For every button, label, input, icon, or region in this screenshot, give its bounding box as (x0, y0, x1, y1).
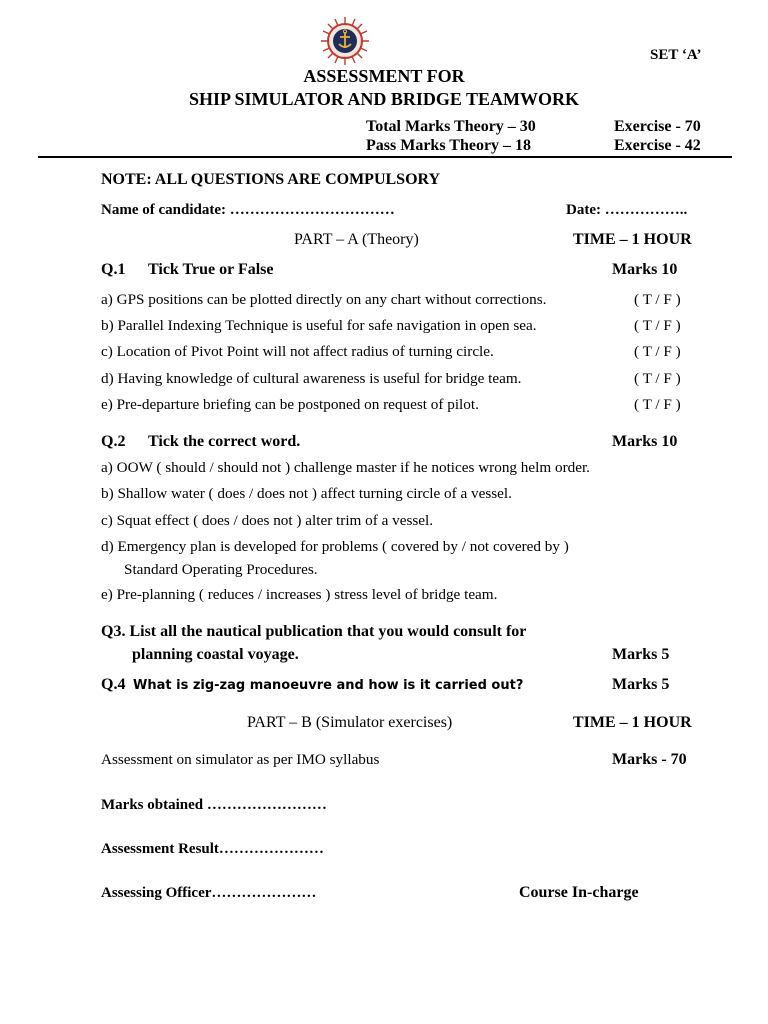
part-b-marks: Marks - 70 (612, 751, 687, 768)
q2-item-a: a) OOW ( should / should not ) challenge master if he notices wrong helm order. (101, 459, 590, 476)
part-b-description: Assessment on simulator as per IMO syllabus (101, 751, 380, 768)
institute-logo (320, 16, 370, 66)
q2-marks: Marks 10 (612, 433, 678, 450)
total-marks-theory: Total Marks Theory – 30 (366, 118, 536, 135)
q1-item-d-tf[interactable]: ( T / F ) (634, 370, 681, 387)
q1-item-c: c) Location of Pivot Point will not affect radius of turning circle. (101, 343, 494, 360)
part-a-title: PART – A (Theory) (294, 231, 419, 248)
q3-marks: Marks 5 (612, 646, 670, 663)
total-marks-exercise: Exercise - 70 (614, 118, 701, 135)
header-divider (38, 156, 732, 158)
q2-title: Tick the correct word. (148, 433, 301, 450)
q2-item-e: e) Pre-planning ( reduces / increases ) stress level of bridge team. (101, 586, 498, 603)
q1-number: Q.1 (101, 261, 126, 278)
pass-marks-theory: Pass Marks Theory – 18 (366, 137, 532, 154)
pass-marks-exercise: Exercise - 42 (614, 137, 701, 154)
q1-item-b: b) Parallel Indexing Technique is useful for safe navigation in open sea. (101, 317, 537, 334)
q1-item-c-tf[interactable]: ( T / F ) (634, 343, 681, 360)
q1-title: Tick True or False (148, 261, 274, 278)
assessment-result-field[interactable]: Assessment Result………………… (101, 841, 324, 857)
q1-item-a: a) GPS positions can be plotted directly on any chart without corrections. (101, 291, 547, 308)
set-label: SET ‘A’ (650, 47, 702, 63)
candidate-name-field[interactable]: Name of candidate: …………………………… (101, 202, 395, 218)
q4-text: What is zig-zag manoeuvre and how is it carried out? (133, 678, 524, 693)
q4-marks: Marks 5 (612, 676, 670, 693)
course-incharge-label: Course In-charge (519, 884, 639, 901)
q2-item-c: c) Squat effect ( does / does not ) alter trim of a vessel. (101, 512, 434, 529)
q1-item-b-tf[interactable]: ( T / F ) (634, 317, 681, 334)
compulsory-note: NOTE: ALL QUESTIONS ARE COMPULSORY (101, 171, 441, 188)
q1-item-a-tf[interactable]: ( T / F ) (634, 291, 681, 308)
date-field[interactable]: Date: …………….. (566, 202, 688, 218)
assessing-officer-field[interactable]: Assessing Officer………………… (101, 885, 317, 901)
q4-number: Q.4 (101, 676, 126, 693)
q2-item-b: b) Shallow water ( does / does not ) affect turning circle of a vessel. (101, 485, 512, 502)
q2-item-d: d) Emergency plan is developed for problems ( covered by / not covered by ) (101, 538, 569, 555)
q2-item-d-cont: Standard Operating Procedures. (124, 561, 318, 578)
q3-line1: Q3. List all the nautical publication that you would consult for (101, 623, 527, 640)
part-b-time: TIME – 1 HOUR (573, 714, 692, 731)
q1-marks: Marks 10 (612, 261, 678, 278)
page-title-line1: ASSESSMENT FOR (303, 66, 465, 86)
q1-item-e: e) Pre-departure briefing can be postponed on request of pilot. (101, 396, 479, 413)
q1-item-d: d) Having knowledge of cultural awareness is useful for bridge team. (101, 370, 522, 387)
part-a-time: TIME – 1 HOUR (573, 231, 692, 248)
page-title-line2: SHIP SIMULATOR AND BRIDGE TEAMWORK (188, 89, 580, 109)
q2-number: Q.2 (101, 433, 126, 450)
marks-obtained-field[interactable]: Marks obtained …………………… (101, 797, 327, 813)
part-b-title: PART – B (Simulator exercises) (247, 714, 453, 731)
q3-line2: planning coastal voyage. (132, 646, 299, 663)
q1-item-e-tf[interactable]: ( T / F ) (634, 396, 681, 413)
